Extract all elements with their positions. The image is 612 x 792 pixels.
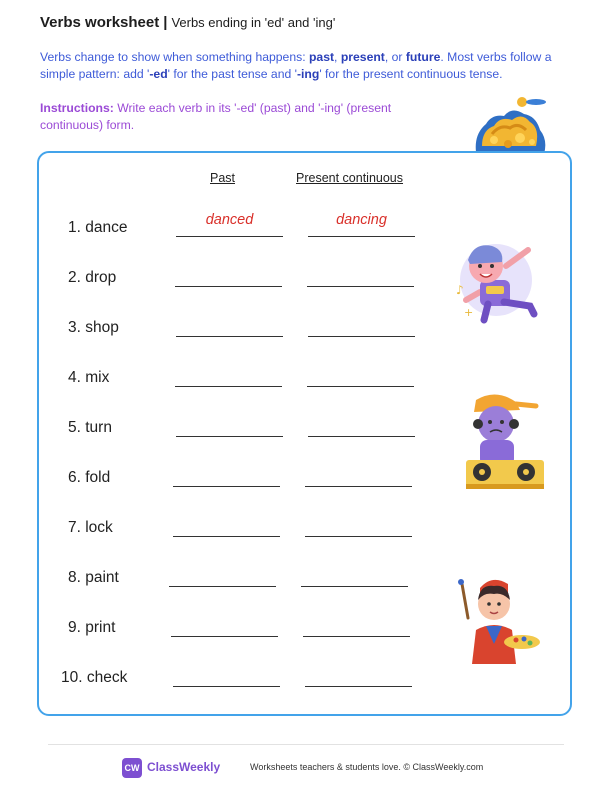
intro-text: ' for the past tense and ' — [167, 67, 297, 81]
verb-label: 6. fold — [68, 469, 111, 486]
verb-label: 2. drop — [68, 269, 117, 286]
painter-boy-illustration — [450, 570, 542, 668]
intro-ed: -ed — [149, 67, 168, 81]
svg-text:+: + — [464, 306, 474, 319]
intro-future: future — [405, 50, 441, 64]
continuous-answer[interactable]: dancing — [336, 212, 387, 228]
continuous-answer-line — [307, 386, 414, 387]
intro-paragraph — [40, 49, 585, 83]
continuous-answer-line — [308, 436, 415, 437]
past-answer-line — [176, 336, 283, 337]
dancing-boy-illustration — [444, 236, 546, 324]
intro-text: , or — [384, 50, 406, 64]
worksheet-title: Verbs worksheet — [40, 14, 160, 31]
intro-present: present — [340, 50, 385, 64]
svg-text:♪: ♪ — [456, 283, 464, 297]
continuous-answer-line — [305, 686, 412, 687]
intro-past: past — [308, 50, 335, 64]
column-header-past: Past — [210, 171, 236, 185]
intro-text: . Most verbs follow a simple pattern: add ' — [40, 50, 552, 81]
verb-label: 8. paint — [68, 569, 119, 586]
verb-label: 5. turn — [68, 419, 112, 436]
verb-label: 7. lock — [68, 519, 113, 536]
intro-ing: -ing — [296, 67, 320, 81]
instructions-text: Write each verb in its '-ed' (past) and '-ing' (present continuous) form. — [40, 101, 392, 132]
continuous-answer-line — [307, 286, 414, 287]
continuous-answer-line — [301, 586, 408, 587]
verb-label: 9. print — [68, 619, 116, 636]
past-answer-line — [175, 386, 282, 387]
worksheet-header — [40, 14, 335, 31]
continuous-answer-line — [305, 536, 412, 537]
past-answer-line — [175, 286, 282, 287]
intro-text: ' for the present continuous tense. — [319, 67, 503, 81]
past-answer[interactable]: danced — [205, 212, 254, 228]
worksheet-subtitle: Verbs ending in 'ed' and 'ing' — [171, 15, 336, 30]
past-answer-line — [176, 436, 283, 437]
column-header-present-continuous: Present continuous — [296, 171, 404, 185]
past-answer-line — [173, 686, 280, 687]
instructions-lead: Instructions: — [40, 101, 114, 115]
past-answer-line — [169, 586, 276, 587]
verb-label: 4. mix — [68, 369, 110, 386]
continuous-answer-line — [308, 236, 415, 237]
continuous-answer-line — [305, 486, 412, 487]
continuous-answer-line — [303, 636, 410, 637]
past-answer-line — [173, 486, 280, 487]
intro-text: Verbs change to show when something happens: — [40, 50, 309, 64]
title-separator: | — [163, 14, 168, 31]
past-answer-line — [171, 636, 278, 637]
verb-label: 10. check — [61, 669, 128, 686]
dj-mixing-illustration — [446, 390, 546, 490]
intro-text: , — [334, 50, 341, 64]
brand-logo: CW — [122, 758, 142, 778]
verb-label: 3. shop — [68, 319, 119, 336]
past-answer-line — [173, 536, 280, 537]
past-answer-line — [176, 236, 283, 237]
brand-name: ClassWeekly — [147, 760, 221, 774]
continuous-answer-line — [308, 336, 415, 337]
footer-tagline: Worksheets teachers & students love. © ClassWeekly.com — [250, 762, 484, 772]
verb-label: 1. dance — [68, 219, 128, 236]
footer-divider — [48, 744, 564, 745]
instructions-paragraph — [40, 100, 450, 134]
